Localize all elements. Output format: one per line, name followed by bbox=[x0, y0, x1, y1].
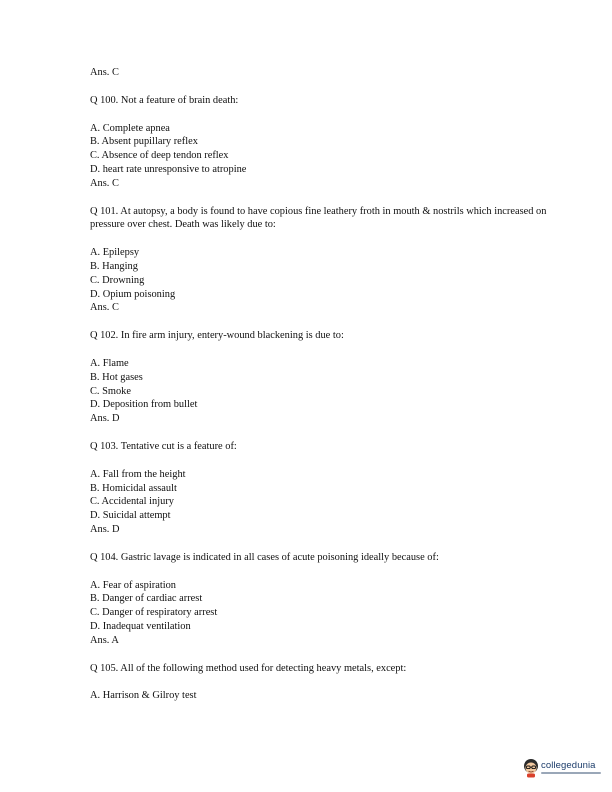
option-b: B. Homicidal assault bbox=[90, 482, 177, 494]
answer-line: Ans. D bbox=[90, 413, 120, 425]
question-text: Q 100. Not a feature of brain death: bbox=[90, 94, 239, 106]
option-d: D. heart rate unresponsive to atropine bbox=[90, 163, 247, 175]
question-text: Q 103. Tentative cut is a feature of: bbox=[90, 440, 237, 452]
answer-line: Ans. C bbox=[90, 67, 119, 78]
option-d: D. Opium poisoning bbox=[90, 288, 176, 300]
question-block-100 bbox=[90, 94, 560, 191]
option-c: C. Accidental injury bbox=[90, 496, 174, 508]
option-c: C. Danger of respiratory arrest bbox=[90, 607, 218, 619]
option-a: A. Fear of aspiration bbox=[90, 579, 176, 591]
question-block-102 bbox=[90, 329, 560, 426]
option-c: C. Smoke bbox=[90, 385, 131, 397]
option-d: D. Suicidal attempt bbox=[90, 510, 171, 522]
option-a: A. Harrison & Gilroy test bbox=[90, 690, 197, 702]
question-block-104 bbox=[90, 551, 560, 648]
option-c: C. Absence of deep tendon reflex bbox=[90, 150, 229, 162]
brand-name: collegedunia bbox=[541, 760, 596, 771]
question-text: Q 101. At autopsy, a body is found to have copious fine leathery froth in mouth & nostrils which increased on pressure over chest. Death was likely due to: bbox=[90, 205, 547, 231]
option-b: B. Danger of cardiac arrest bbox=[90, 593, 203, 605]
mascot-icon bbox=[522, 758, 540, 778]
option-a: A. Flame bbox=[90, 357, 129, 369]
answer-line: Ans. D bbox=[90, 523, 120, 535]
answer-line: Ans. C bbox=[90, 177, 119, 189]
option-b: B. Absent pupillary reflex bbox=[90, 136, 198, 148]
option-b: B. Hot gases bbox=[90, 371, 143, 383]
answer-line: Ans. A bbox=[90, 634, 119, 646]
document-content bbox=[90, 66, 560, 717]
question-text: Q 102. In fire arm injury, entery-wound blackening is due to: bbox=[90, 330, 344, 342]
collegedunia-logo bbox=[522, 758, 604, 780]
option-d: D. Deposition from bullet bbox=[90, 399, 198, 411]
answer-line: Ans. C bbox=[90, 302, 119, 314]
question-block-103 bbox=[90, 440, 560, 537]
option-b: B. Hanging bbox=[90, 260, 138, 272]
question-block-101 bbox=[90, 205, 560, 316]
question-text: Q 104. Gastric lavage is indicated in all cases of acute poisoning ideally because of: bbox=[90, 551, 439, 563]
brand-tagline-bar bbox=[541, 772, 601, 774]
question-text: Q 105. All of the following method used for detecting heavy metals, except: bbox=[90, 662, 407, 674]
option-d: D. Inadequat ventilation bbox=[90, 620, 191, 632]
question-block-105 bbox=[90, 662, 560, 704]
option-a: A. Epilepsy bbox=[90, 247, 140, 259]
option-c: C. Drowning bbox=[90, 274, 145, 286]
option-a: A. Fall from the height bbox=[90, 468, 186, 480]
option-a: A. Complete apnea bbox=[90, 122, 170, 134]
